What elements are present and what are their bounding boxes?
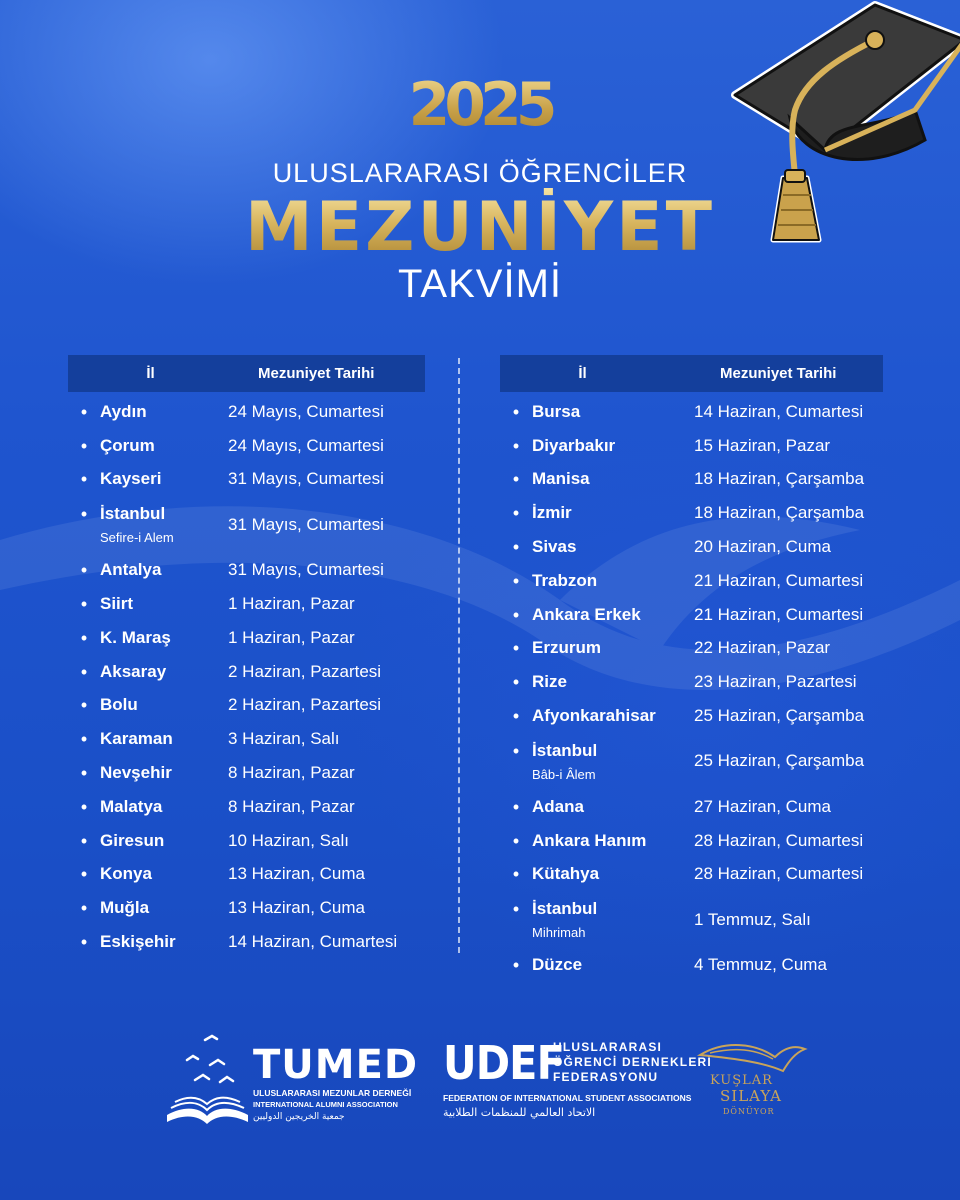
graduation-date: 18 Haziran, Çarşamba	[694, 469, 865, 489]
table-row	[500, 632, 883, 666]
province-name	[532, 605, 694, 625]
udef-side-text	[553, 1040, 712, 1085]
province-label: Bursa	[532, 401, 581, 421]
province-name	[532, 436, 694, 456]
province-label: Rize	[532, 672, 567, 692]
province-name	[532, 537, 694, 557]
province-label: Ankara Erkek	[532, 604, 641, 624]
table-row	[68, 756, 425, 790]
graduation-date: 15 Haziran, Pazar	[694, 435, 831, 455]
graduation-date: 23 Haziran, Pazartesi	[694, 672, 857, 692]
table-row	[500, 824, 883, 858]
province-label: Siirt	[100, 594, 134, 614]
graduation-date: 18 Haziran, Çarşamba	[694, 503, 865, 523]
province-name	[532, 797, 694, 817]
graduation-date: 24 Mayıs, Cumartesi	[228, 435, 384, 455]
tumed-tagline-en: INTERNATIONAL ALUMNI ASSOCIATION	[253, 1100, 398, 1109]
bullet-icon: •	[512, 570, 520, 591]
province-label: Bolu	[100, 695, 138, 715]
province-label: Çorum	[100, 435, 155, 455]
province-name	[532, 503, 694, 523]
kuslar-line3: DÖNÜYOR	[723, 1107, 775, 1116]
bullet-icon: •	[512, 864, 520, 885]
bullet-icon: •	[80, 729, 88, 750]
graduation-date: 2 Haziran, Pazartesi	[228, 661, 382, 681]
bullet-icon: •	[80, 435, 88, 456]
graduation-date: 1 Haziran, Pazar	[228, 594, 355, 614]
province-name	[532, 706, 694, 726]
province-label: Düzce	[532, 955, 583, 975]
province-name	[100, 469, 228, 489]
column-divider	[458, 358, 460, 953]
bullet-icon: •	[80, 864, 88, 885]
graduation-date: 21 Haziran, Cumartesi	[694, 570, 864, 590]
header-graduation-date: Mezuniyet Tarihi	[258, 365, 375, 382]
bullet-icon: •	[512, 503, 520, 524]
province-label: Kütahya	[532, 864, 600, 884]
bullet-icon: •	[80, 594, 88, 615]
province-label: İstanbul	[100, 504, 166, 524]
table-row	[500, 463, 883, 497]
table-rows	[68, 395, 425, 959]
table-row	[68, 587, 425, 621]
province-name	[100, 402, 228, 422]
province-label: İstanbul	[532, 740, 598, 760]
province-label: Karaman	[100, 729, 173, 749]
province-name	[532, 864, 694, 884]
graduation-date: 8 Haziran, Pazar	[228, 763, 355, 783]
udef-name: UDEF	[443, 1036, 564, 1090]
bullet-icon: •	[512, 955, 520, 976]
tumed-tagline-ar: جمعية الخريجين الدوليين	[253, 1112, 345, 1122]
bullet-icon: •	[80, 504, 88, 525]
table-row	[68, 429, 425, 463]
year-heading: 2025	[0, 70, 960, 140]
province-name	[100, 864, 228, 884]
graduation-date: 14 Haziran, Cumartesi	[228, 932, 398, 952]
table-row	[500, 699, 883, 733]
province-name	[100, 504, 228, 545]
province-name	[100, 560, 228, 580]
province-name	[100, 628, 228, 648]
province-name	[532, 672, 694, 692]
table-row	[500, 891, 883, 948]
province-name	[100, 436, 228, 456]
bullet-icon: •	[80, 469, 88, 490]
graduation-date: 14 Haziran, Cumartesi	[694, 401, 864, 421]
province-name	[100, 898, 228, 918]
province-name	[100, 594, 228, 614]
province-label: İstanbul	[532, 899, 598, 919]
province-name	[100, 831, 228, 851]
province-name	[100, 729, 228, 749]
bullet-icon: •	[512, 740, 520, 761]
open-book-birds-icon	[165, 1020, 250, 1130]
ceremony-note: Mihrimah	[532, 925, 586, 941]
tumed-logo	[165, 1020, 419, 1130]
page-title: MEZUNİYET	[0, 188, 960, 267]
bullet-icon: •	[80, 661, 88, 682]
graduation-date: 1 Haziran, Pazar	[228, 627, 355, 647]
bullet-icon: •	[512, 796, 520, 817]
province-label: Erzurum	[532, 638, 601, 658]
province-label: Trabzon	[532, 570, 598, 590]
graduation-date: 25 Haziran, Çarşamba	[694, 751, 865, 771]
bullet-icon: •	[512, 401, 520, 422]
table-row	[68, 858, 425, 892]
table-row	[500, 429, 883, 463]
table-row	[68, 689, 425, 723]
province-label: Malatya	[100, 796, 163, 816]
graduation-date: 3 Haziran, Salı	[228, 729, 340, 749]
table-row	[68, 925, 425, 959]
bullet-icon: •	[80, 796, 88, 817]
graduation-date: 2 Haziran, Pazartesi	[228, 695, 382, 715]
graduation-date: 31 Mayıs, Cumartesi	[228, 469, 384, 489]
calendar-table-right	[500, 355, 883, 982]
ceremony-note: Sefire-i Alem	[100, 530, 174, 546]
table-row	[68, 496, 425, 553]
bullet-icon: •	[512, 638, 520, 659]
kuslar-silaya-donuyor-logo	[695, 1035, 810, 1130]
province-label: Eskişehir	[100, 932, 176, 952]
table-row	[68, 463, 425, 497]
table-row	[500, 790, 883, 824]
udef-side-line: ÖĞRENCİ DERNEKLERİ	[553, 1055, 712, 1069]
table-row	[500, 530, 883, 564]
province-name	[532, 831, 694, 851]
province-label: Muğla	[100, 898, 150, 918]
table-row	[500, 665, 883, 699]
province-name	[532, 638, 694, 658]
graduation-date: 24 Mayıs, Cumartesi	[228, 401, 384, 421]
table-row	[500, 858, 883, 892]
bullet-icon: •	[80, 560, 88, 581]
footer-logos	[0, 1010, 960, 1130]
bullet-icon: •	[80, 763, 88, 784]
table-header	[68, 355, 425, 392]
table-row	[68, 621, 425, 655]
province-label: Giresun	[100, 830, 165, 850]
province-label: Konya	[100, 864, 152, 884]
kuslar-line2: SILAYA	[720, 1087, 782, 1105]
table-row	[500, 496, 883, 530]
province-name	[532, 402, 694, 422]
province-name	[100, 695, 228, 715]
province-label: Ankara Hanım	[532, 830, 647, 850]
tumed-name: TUMED	[253, 1042, 419, 1088]
bullet-icon: •	[512, 604, 520, 625]
table-row	[68, 891, 425, 925]
graduation-date: 21 Haziran, Cumartesi	[694, 604, 864, 624]
udef-tagline-ar: الاتحاد العالمي للمنظمات الطلابية	[443, 1106, 596, 1119]
header-graduation-date: Mezuniyet Tarihi	[720, 365, 837, 382]
bullet-icon: •	[512, 672, 520, 693]
udef-side-line: FEDERASYONU	[553, 1070, 659, 1084]
table-row	[500, 733, 883, 790]
table-row	[68, 553, 425, 587]
province-label: K. Maraş	[100, 627, 171, 647]
bullet-icon: •	[512, 899, 520, 920]
graduation-date: 10 Haziran, Salı	[228, 830, 349, 850]
table-row	[68, 722, 425, 756]
subtitle-international-students: ULUSLARARASI ÖĞRENCİLER	[272, 158, 688, 188]
province-name	[532, 741, 694, 782]
ceremony-note: Bâb-i Âlem	[532, 766, 596, 782]
graduation-date: 28 Haziran, Cumartesi	[694, 830, 864, 850]
udef-side-line: ULUSLARARASI	[553, 1040, 663, 1054]
graduation-date: 1 Temmuz, Salı	[694, 909, 811, 929]
graduation-date: 4 Temmuz, Cuma	[694, 955, 827, 975]
province-name	[100, 932, 228, 952]
table-row	[500, 564, 883, 598]
bullet-icon: •	[512, 537, 520, 558]
province-label: Diyarbakır	[532, 435, 616, 455]
graduation-date: 31 Mayıs, Cumartesi	[228, 514, 384, 534]
table-row	[68, 395, 425, 429]
province-name	[100, 797, 228, 817]
udef-tagline-en: FEDERATION OF INTERNATIONAL STUDENT ASSOCIATIONS	[443, 1093, 692, 1103]
province-name	[532, 899, 694, 940]
province-label: Kayseri	[100, 469, 162, 489]
header-province: İl	[578, 365, 587, 382]
province-label: Antalya	[100, 560, 162, 580]
province-label: Adana	[532, 796, 584, 816]
graduation-date: 25 Haziran, Çarşamba	[694, 706, 865, 726]
province-name	[532, 571, 694, 591]
province-label: Aydın	[100, 401, 147, 421]
bullet-icon: •	[512, 706, 520, 727]
table-row	[68, 655, 425, 689]
province-label: Sivas	[532, 537, 577, 557]
table-rows	[500, 395, 883, 982]
graduation-date: 13 Haziran, Cuma	[228, 898, 366, 918]
bullet-icon: •	[80, 401, 88, 422]
table-row	[68, 790, 425, 824]
bullet-icon: •	[512, 469, 520, 490]
graduation-date: 28 Haziran, Cumartesi	[694, 864, 864, 884]
province-label: Manisa	[532, 469, 590, 489]
udef-logo	[443, 1036, 712, 1130]
bullet-icon: •	[512, 435, 520, 456]
graduation-date: 27 Haziran, Cuma	[694, 796, 832, 816]
graduation-date: 13 Haziran, Cuma	[228, 864, 366, 884]
graduation-cap-icon	[715, 0, 960, 260]
province-name	[100, 763, 228, 783]
province-label: Aksaray	[100, 661, 167, 681]
subtitle-calendar: TAKVİMİ	[397, 262, 563, 306]
province-label: İzmir	[532, 503, 572, 523]
tumed-tagline-tr: ULUSLARARASI MEZUNLAR DERNEĞİ	[253, 1088, 412, 1098]
table-row	[68, 824, 425, 858]
table-header	[500, 355, 883, 392]
province-label: Nevşehir	[100, 763, 172, 783]
province-name	[100, 662, 228, 682]
bullet-icon: •	[512, 830, 520, 851]
kuslar-line1: KUŞLAR	[710, 1073, 773, 1088]
graduation-date: 31 Mayıs, Cumartesi	[228, 560, 384, 580]
bullet-icon: •	[80, 898, 88, 919]
table-row	[500, 395, 883, 429]
table-row	[500, 598, 883, 632]
header-province: İl	[146, 365, 155, 382]
graduation-date: 20 Haziran, Cuma	[694, 537, 832, 557]
graduation-date: 8 Haziran, Pazar	[228, 796, 355, 816]
bullet-icon: •	[80, 830, 88, 851]
bullet-icon: •	[80, 695, 88, 716]
table-row	[500, 948, 883, 982]
province-name	[532, 469, 694, 489]
bullet-icon: •	[80, 932, 88, 953]
graduation-date: 22 Haziran, Pazar	[694, 638, 831, 658]
province-label: Afyonkarahisar	[532, 706, 656, 726]
calendar-table-left	[68, 355, 425, 959]
bullet-icon: •	[80, 627, 88, 648]
province-name	[532, 955, 694, 975]
